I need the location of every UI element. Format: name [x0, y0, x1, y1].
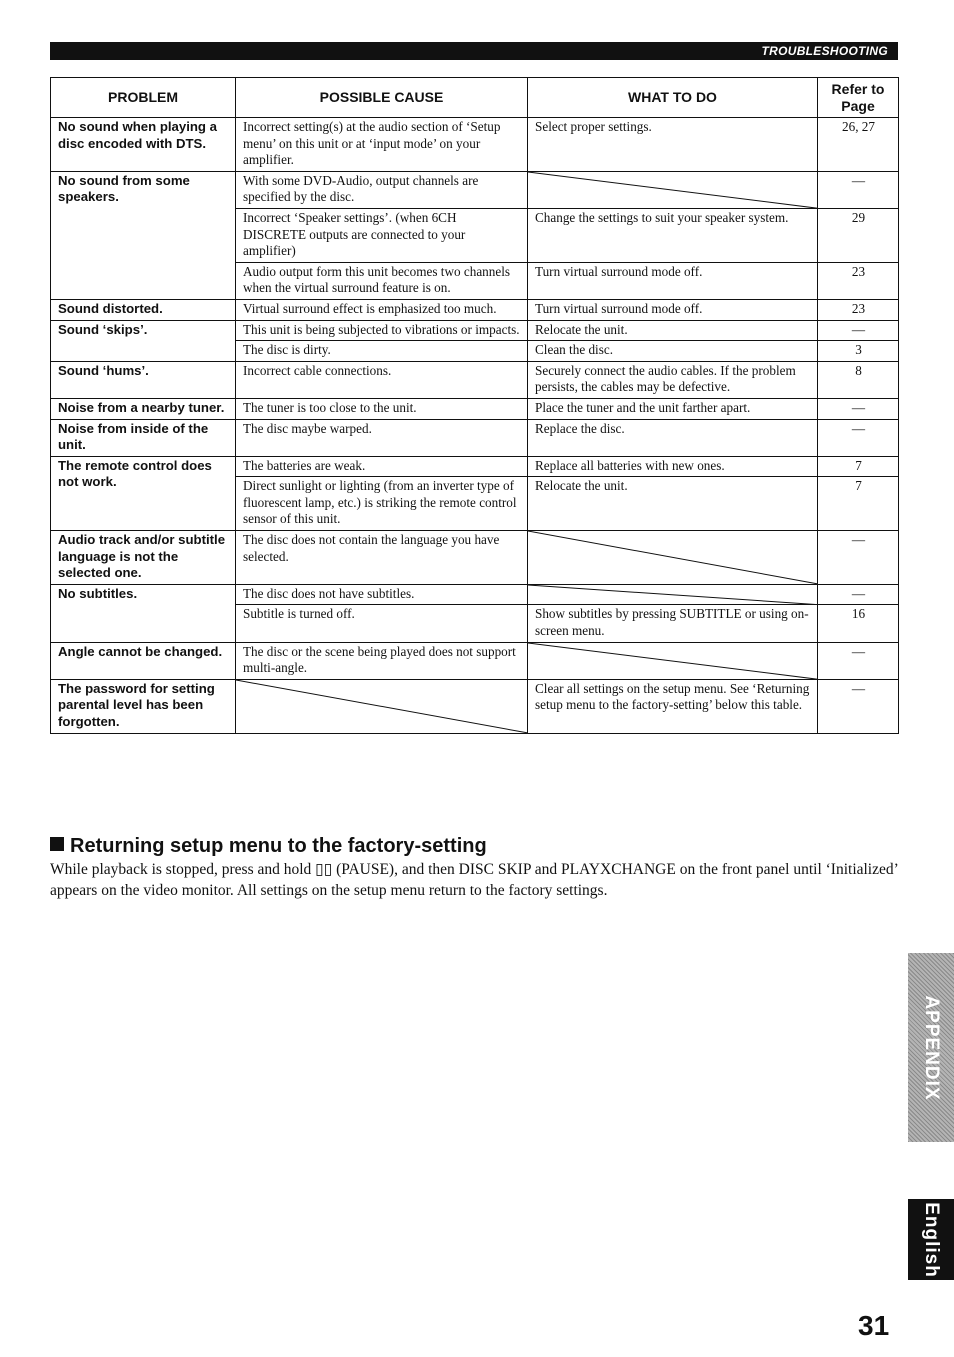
action-cell: Clean the disc. [528, 341, 818, 362]
section-header-bar [50, 42, 898, 60]
table-row [51, 531, 899, 585]
cause-cell: The disc does not have subtitles. [236, 584, 528, 605]
page-cell: — [818, 531, 899, 585]
problem-cell: No sound when playing a disc encoded with DTS. [51, 118, 236, 172]
action-cell: Place the tuner and the unit farther apart. [528, 398, 818, 419]
action-cell: Turn virtual surround mode off. [528, 262, 818, 299]
diagonal-line [528, 531, 817, 584]
problem-cell: Noise from a nearby tuner. [51, 398, 236, 419]
action-cell: Select proper settings. [528, 118, 818, 172]
table-row [51, 584, 899, 605]
cause-cell: The tuner is too close to the unit. [236, 398, 528, 419]
empty-diagonal-cell [528, 171, 818, 208]
empty-diagonal-cell [236, 679, 528, 733]
table-header-row [51, 78, 899, 118]
page-number: 31 [858, 1310, 890, 1341]
square-bullet-icon [50, 837, 64, 851]
page-cell: 26, 27 [818, 118, 899, 172]
cause-cell: Audio output form this unit becomes two channels when the virtual surround feature is on. [236, 262, 528, 299]
cause-cell: Subtitle is turned off. [236, 605, 528, 642]
cause-cell: Virtual surround effect is emphasized too much. [236, 299, 528, 320]
english-side-tab [908, 1199, 954, 1280]
column-header-page: Refer to Page [818, 78, 899, 118]
cause-cell: Incorrect ‘Speaker settings’. (when 6CH DISCRETE outputs are connected to your amplifier) [236, 208, 528, 262]
cause-cell: The disc maybe warped. [236, 419, 528, 456]
english-tab-label: English [921, 1201, 942, 1278]
cause-cell: Incorrect setting(s) at the audio section of ‘Setup menu’ on this unit or at ‘input mode’ on your amplifier. [236, 118, 528, 172]
page-cell: — [818, 679, 899, 733]
empty-diagonal-cell [528, 531, 818, 585]
page-cell: 7 [818, 456, 899, 477]
table-row [51, 456, 899, 477]
action-cell: Change the settings to suit your speaker system. [528, 208, 818, 262]
problem-cell: The remote control does not work. [51, 456, 236, 530]
table-row [51, 361, 899, 398]
problem-cell: Audio track and/or subtitle language is not the selected one. [51, 531, 236, 585]
cause-cell: With some DVD-Audio, output channels are specified by the disc. [236, 171, 528, 208]
cause-cell: The batteries are weak. [236, 456, 528, 477]
column-header-action: WHAT TO DO [528, 78, 818, 118]
problem-cell: Sound ‘hums’. [51, 361, 236, 398]
table-row [51, 118, 899, 172]
page-cell: 23 [818, 262, 899, 299]
section-heading-text: Returning setup menu to the factory-setting [70, 835, 487, 857]
appendix-tab-label: APPENDIX [921, 994, 942, 1101]
table-row [51, 419, 899, 456]
page-cell: 3 [818, 341, 899, 362]
page-cell: — [818, 584, 899, 605]
problem-cell: Noise from inside of the unit. [51, 419, 236, 456]
problem-cell: No subtitles. [51, 584, 236, 642]
troubleshooting-table [50, 77, 899, 734]
problem-cell: No sound from some speakers. [51, 171, 236, 299]
action-cell: Clear all settings on the setup menu. See ‘Returning setup menu to the factory-setting’ below this table. [528, 679, 818, 733]
page-cell: 7 [818, 477, 899, 531]
problem-cell: Sound distorted. [51, 299, 236, 320]
column-header-problem: PROBLEM [51, 78, 236, 118]
empty-diagonal-cell [528, 642, 818, 679]
problem-cell: Angle cannot be changed. [51, 642, 236, 679]
page-cell: 29 [818, 208, 899, 262]
cause-cell: The disc is dirty. [236, 341, 528, 362]
column-header-cause: POSSIBLE CAUSE [236, 78, 528, 118]
diagonal-line [528, 172, 817, 208]
table-row [51, 320, 899, 341]
action-cell: Show subtitles by pressing SUBTITLE or using on-screen menu. [528, 605, 818, 642]
diagonal-line [528, 585, 817, 605]
action-cell: Relocate the unit. [528, 320, 818, 341]
page-cell: — [818, 171, 899, 208]
appendix-side-tab [908, 953, 954, 1142]
cause-cell: The disc or the scene being played does not support multi-angle. [236, 642, 528, 679]
action-cell: Turn virtual surround mode off. [528, 299, 818, 320]
action-cell: Replace all batteries with new ones. [528, 456, 818, 477]
empty-diagonal-cell [528, 584, 818, 605]
problem-cell: The password for setting parental level has been forgotten. [51, 679, 236, 733]
problem-cell: Sound ‘skips’. [51, 320, 236, 361]
page-cell: — [818, 320, 899, 341]
cause-cell: The disc does not contain the language you have selected. [236, 531, 528, 585]
cause-cell: This unit is being subjected to vibrations or impacts. [236, 320, 528, 341]
page-cell: 8 [818, 361, 899, 398]
table-row [51, 398, 899, 419]
action-cell: Replace the disc. [528, 419, 818, 456]
table-row [51, 642, 899, 679]
diagonal-line [528, 643, 817, 679]
diagonal-line [236, 680, 527, 733]
action-cell: Relocate the unit. [528, 477, 818, 531]
cause-cell: Direct sunlight or lighting (from an inverter type of fluorescent lamp, etc.) is striking the remote control sensor of this unit. [236, 477, 528, 531]
table-row [51, 171, 899, 208]
table-row [51, 679, 899, 733]
page-cell: 16 [818, 605, 899, 642]
section-heading [50, 835, 487, 858]
page-cell: — [818, 419, 899, 456]
section-body-text: While playback is stopped, press and hold ▯▯ (PAUSE), and then DISC SKIP and PLAYXCHANGE on the front panel until ‘Initialized’ appears on the video monitor. All settings on the setup menu return to the factory settings. [50, 861, 898, 899]
table-row [51, 299, 899, 320]
cause-cell: Incorrect cable connections. [236, 361, 528, 398]
section-header-label: TROUBLESHOOTING [761, 44, 888, 58]
page-cell: 23 [818, 299, 899, 320]
action-cell: Securely connect the audio cables. If the problem persists, the cables may be defective. [528, 361, 818, 398]
page-cell: — [818, 398, 899, 419]
page-cell: — [818, 642, 899, 679]
